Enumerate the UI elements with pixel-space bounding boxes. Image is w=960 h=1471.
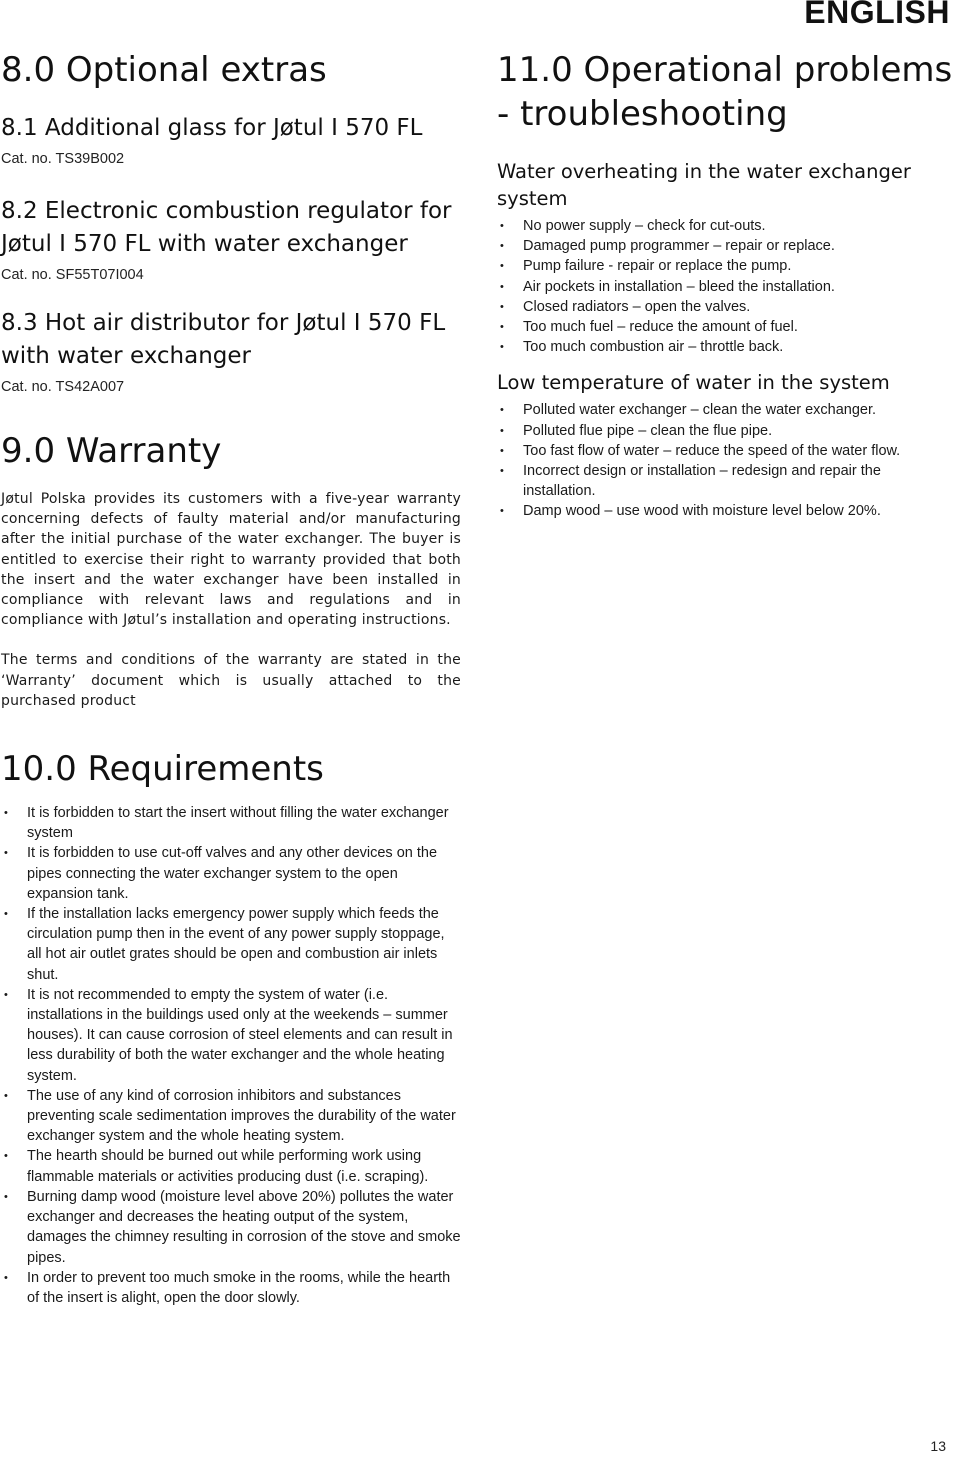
section-title-optional-extras: 8.0 Optional extras [1,50,327,90]
list-item: • Incorrect design or installation – redesign and repair the installation. [497,461,957,501]
section-title-requirements: 10.0 Requirements [1,749,324,790]
list-item: • Polluted water exchanger – clean the water exchanger. [497,400,957,420]
list-item: • It is not recommended to empty the system of water (i.e. installations in the buildings used only at the weekends – summer houses). It can cause corrosion of steel elements and can result in less durability of both the water exchanger and the whole heating system. [1,985,461,1086]
list-item: • The hearth should be burned out while performing work using flammable materials or activities producing dust (i.e. scraping). [1,1146,461,1186]
item-title: 8.3 Hot air distributor for Jøtul I 570 FL with water exchanger [1,310,446,369]
subsection-title-low-temperature: Low temperature of water in the system [497,371,890,395]
list-item: • Damp wood – use wood with moisture level below 20%. [497,501,957,521]
item-title: 8.1 Additional glass for Jøtul I 570 FL [1,115,423,141]
item-title: 8.2 Electronic combustion regulator for Jøtul I 570 FL with water exchanger [1,198,452,257]
optional-extra-item [1,112,461,169]
subsection-title-overheating: Water overheating in the water exchanger system [497,160,911,210]
list-item: • Too fast flow of water – reduce the speed of the water flow. [497,441,957,461]
list-item: • Burning damp wood (moisture level above 20%) pollutes the water exchanger and decreases the heating output of the system, damages the chimney resulting in corrosion of the stove and smoke pipes. [1,1187,461,1268]
page-number: 13 [930,1438,946,1454]
list-item: • If the installation lacks emergency power supply which feeds the circulation pump then in the event of any power supply stoppage, all hot air outlet grates should be open and combustion air inlets shut. [1,904,461,985]
requirements-list [1,803,461,1308]
optional-extra-item [1,195,461,285]
warranty-terms-paragraph: The terms and conditions of the warranty are stated in the ‘Warranty’ document which is usually attached to the purchased product [1,652,461,709]
low-temperature-list [497,400,957,521]
overheating-list [497,216,957,357]
list-item: • Pump failure - repair or replace the pump. [497,256,957,276]
list-item: • It is forbidden to start the insert without filling the water exchanger system [1,803,461,843]
list-item: • Damaged pump programmer – repair or replace. [497,236,957,256]
catalog-number: Cat. no. TS42A007 [1,379,125,395]
right-column [497,48,957,522]
catalog-number: Cat. no. SF55T07I004 [1,267,144,283]
language-label: ENGLISH [804,0,950,30]
list-item: • Too much combustion air – throttle back. [497,337,957,357]
list-item: • Too much fuel – reduce the amount of fuel. [497,317,957,337]
list-item: • It is forbidden to use cut-off valves and any other devices on the pipes connecting the water exchanger system to the open expansion tank. [1,843,461,904]
list-item: • No power supply – check for cut-outs. [497,216,957,236]
catalog-number: Cat. no. TS39B002 [1,151,125,167]
warranty-paragraph: Jøtul Polska provides its customers with a five-year warranty concerning defects of faulty material and/or manufacturing after the initial purchase of the water exchanger. The buyer is entitled to exercise their right to warranty provided that both the insert and the water exchanger have been installed in compliance with relevant laws and regulations and in compliance with Jøtul’s installation and operating instructions. [1,491,461,629]
section-title-troubleshooting: 11.0 Operational problems - troubleshooting [497,50,953,134]
left-column [1,48,461,1308]
list-item: • The use of any kind of corrosion inhibitors and substances preventing scale sedimentation improves the durability of the water exchanger system and the whole heating system. [1,1086,461,1147]
list-item: • Polluted flue pipe – clean the flue pipe. [497,421,957,441]
optional-extra-item [1,307,461,397]
list-item: • Closed radiators – open the valves. [497,297,957,317]
section-title-warranty: 9.0 Warranty [1,431,222,471]
list-item: • In order to prevent too much smoke in the rooms, while the hearth of the insert is alight, open the door slowly. [1,1268,461,1308]
list-item: • Air pockets in installation – bleed the installation. [497,277,957,297]
